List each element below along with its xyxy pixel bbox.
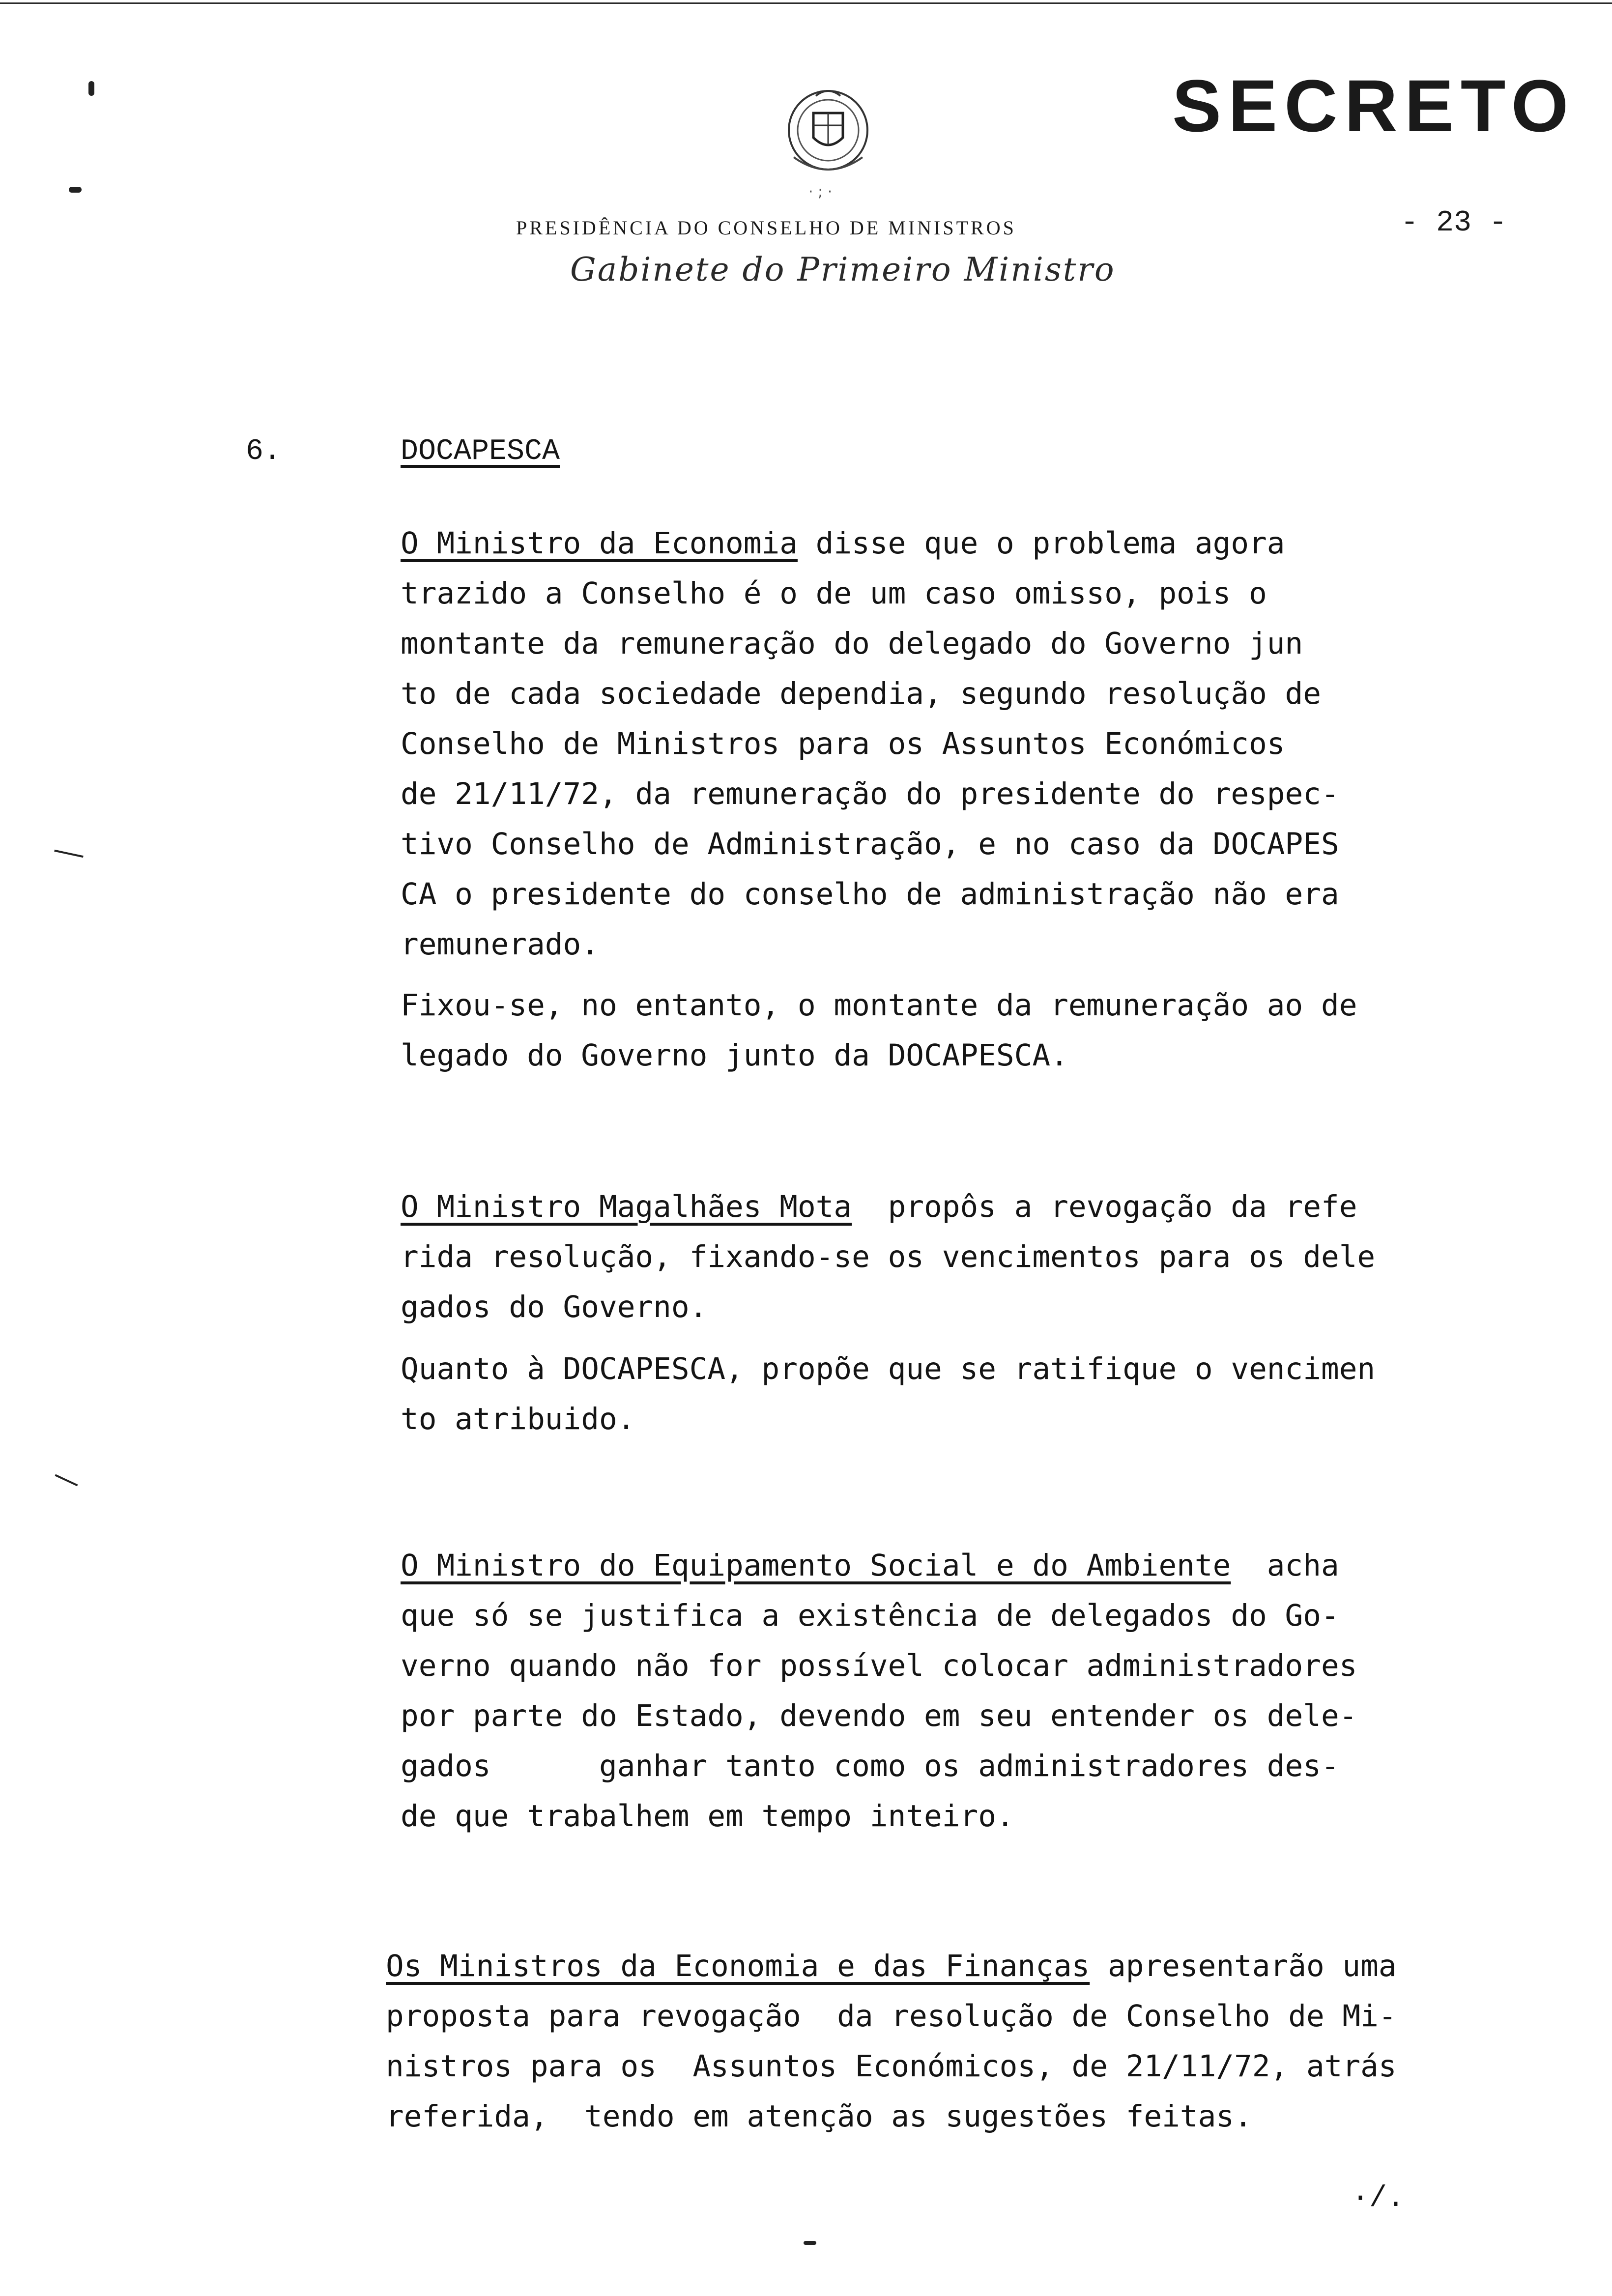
page-number: - 23 - [1401, 206, 1507, 240]
margin-mark [804, 2241, 816, 2245]
paragraph-docapesca-ratify [401, 1344, 1375, 1444]
paragraph-first-line: acha [1231, 1548, 1339, 1583]
paragraph-economy-minister [401, 518, 1339, 970]
paragraph-first-line: apresentarão uma [1090, 1949, 1397, 1983]
letterhead-cabinet: Gabinete do Primeiro Ministro [570, 251, 1116, 288]
section-number: 6. [246, 435, 282, 468]
margin-mark [88, 81, 94, 96]
margin-mark [54, 850, 84, 858]
paragraph-body: trazido a Conselho é o de um caso omisso, pois o montante da remuneração do delegado do Governo jun to de cada sociedade dependia, segundo resolução de Conselho de Ministros para os Assuntos Económicos de 21/11/72, da remuneração do presidente do respec- tivo Conselho de Administração, e no caso da DOCAPES CA o presidente do conselho de administração não era remunerado. [401, 576, 1339, 962]
section-title: DOCAPESCA [401, 435, 560, 468]
paragraph-social-equipment-minister [401, 1541, 1357, 1841]
paragraph-first-line: disse que o problema agora [797, 526, 1285, 561]
svg-text:· ; ·: · ; · [808, 183, 833, 201]
paragraph-remuneration-fixed [401, 980, 1357, 1081]
classification-stamp: SECRETO [1172, 64, 1576, 147]
margin-mark [55, 1474, 78, 1487]
paragraph-body: que só se justifica a existência de delegados do Go- verno quando não for possível colocar administradores por parte do Estado, devendo em seu entender os dele- gados ganhar tanto como os administradores des- de que trabalhem em tempo inteiro. [401, 1598, 1357, 1834]
paragraph-body: rida resolução, fixando-se os vencimentos para os dele gados do Governo. [401, 1239, 1376, 1324]
speaker-name: O Ministro Magalhães Mota [401, 1189, 852, 1224]
paragraph-economy-finance-ministers [386, 1941, 1397, 2142]
coat-of-arms-seal-icon [774, 84, 887, 206]
paragraph-first-line: propôs a revogação da refe [852, 1189, 1357, 1224]
paragraph-body: Fixou-se, no entanto, o montante da remuneração ao de legado do Governo junto da DOCAPESCA. [401, 988, 1357, 1073]
margin-mark [69, 187, 82, 193]
letterhead-presidency: PRESIDÊNCIA DO CONSELHO DE MINISTROS [516, 217, 1016, 239]
speaker-name: Os Ministros da Economia e das Finanças [386, 1949, 1090, 1983]
paragraph-body: proposta para revogação da resolução de Conselho de Mi- nistros para os Assuntos Económicos, de 21/11/72, atrás referida, tendo em atenção as sugestões feitas. [386, 1999, 1397, 2134]
paragraph-body: Quanto à DOCAPESCA, propõe que se ratifique o vencimen to atribuido. [401, 1351, 1376, 1436]
paragraph-magalhaes-mota [401, 1182, 1375, 1332]
speaker-name: O Ministro da Economia [401, 526, 798, 561]
top-border-line [0, 2, 1612, 4]
continuation-mark: ·/. [1352, 2182, 1405, 2215]
speaker-name: O Ministro do Equipamento Social e do Ambiente [401, 1548, 1231, 1583]
